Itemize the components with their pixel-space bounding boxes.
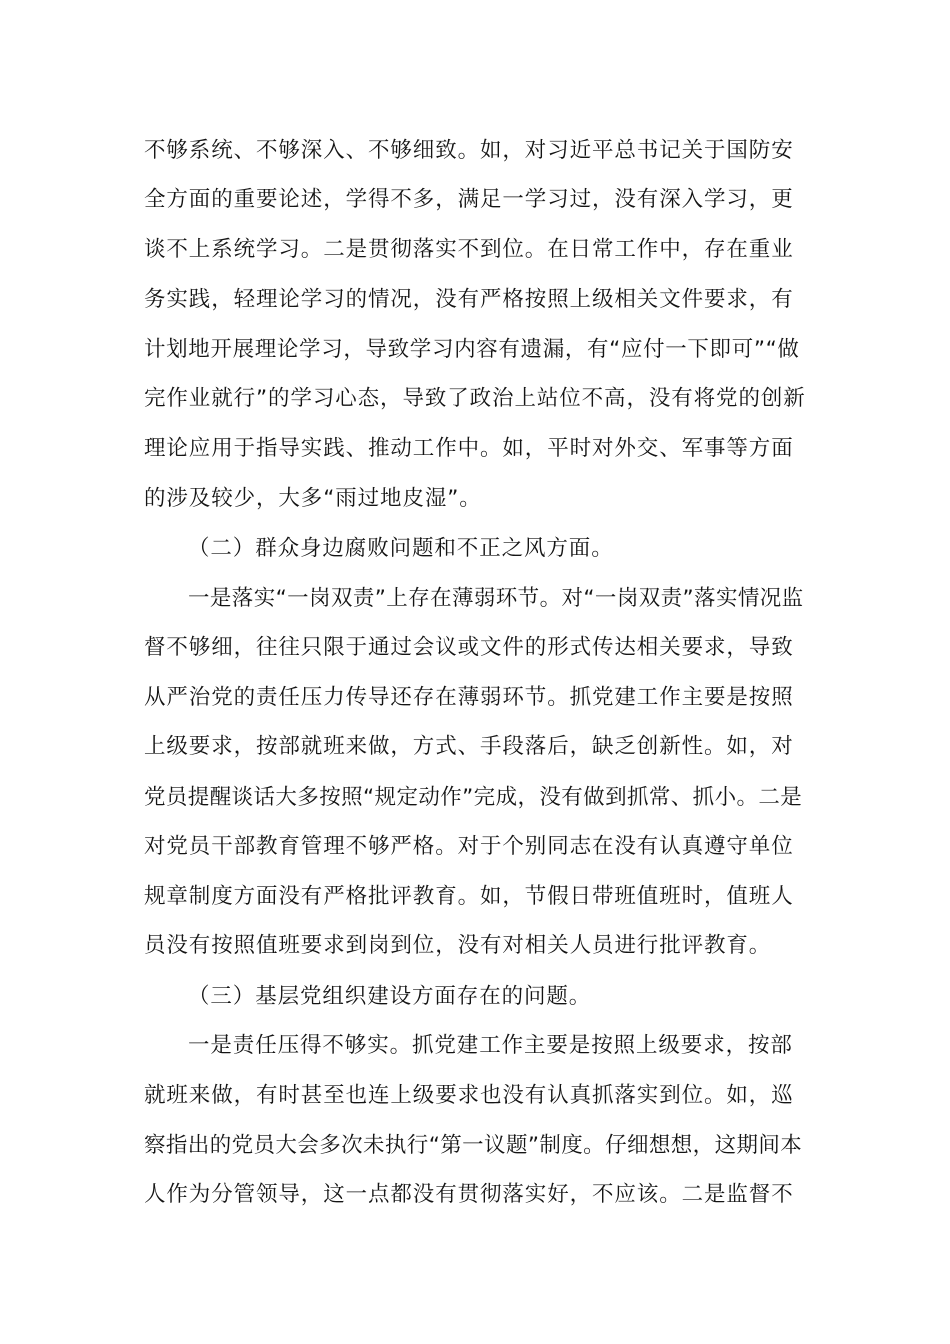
text-line: 督不够细，往往只限于通过会议或文件的形式传达相关要求，导致	[144, 635, 794, 660]
paragraph-first-line: 一是责任压得不够实。抓党建工作主要是按照上级要求，按部	[188, 1033, 793, 1058]
text-line: 谈不上系统学习。二是贯彻落实不到位。在日常工作中，存在重业	[144, 237, 794, 262]
text-line: 察指出的党员大会多次未执行“第一议题”制度。仔细想想，这期间本	[144, 1133, 803, 1158]
text-line: 完作业就行”的学习心态，导致了政治上站位不高，没有将党的创新	[144, 386, 806, 411]
text-line: 理论应用于指导实践、推动工作中。如，平时对外交、军事等方面	[144, 436, 794, 461]
section-heading-2: （二）群众身边腐败问题和不正之风方面。	[188, 536, 614, 561]
text-line: 人作为分管领导，这一点都没有贯彻落实好，不应该。二是监督不	[144, 1182, 794, 1207]
section-heading-3: （三）基层党组织建设方面存在的问题。	[188, 984, 592, 1009]
paragraph-first-line: 一是落实“一岗双责”上存在薄弱环节。对“一岗双责”落实情况监	[188, 586, 804, 611]
text-line: 规章制度方面没有严格批评教育。如，节假日带班值班时，值班人	[144, 884, 794, 909]
text-line: 计划地开展理论学习，导致学习内容有遗漏，有“应付一下即可”“做	[144, 337, 800, 362]
text-line: 就班来做，有时甚至也连上级要求也没有认真抓落实到位。如，巡	[144, 1083, 794, 1108]
text-line: 的涉及较少，大多“雨过地皮湿”。	[144, 486, 482, 511]
text-line: 员没有按照值班要求到岗到位，没有对相关人员进行批评教育。	[144, 933, 772, 958]
text-line: 对党员干部教育管理不够严格。对于个别同志在没有认真遵守单位	[144, 834, 794, 859]
text-line: 不够系统、不够深入、不够细致。如，对习近平总书记关于国防安	[144, 138, 794, 163]
text-line: 务实践，轻理论学习的情况，没有严格按照上级相关文件要求，有	[144, 287, 794, 312]
text-line: 全方面的重要论述，学得不多，满足一学习过，没有深入学习，更	[144, 187, 794, 212]
text-line: 上级要求，按部就班来做，方式、手段落后，缺乏创新性。如，对	[144, 734, 794, 759]
text-line: 从严治党的责任压力传导还存在薄弱环节。抓党建工作主要是按照	[144, 685, 794, 710]
text-line: 党员提醒谈话大多按照“规定动作”完成，没有做到抓常、抓小。二是	[144, 785, 803, 810]
